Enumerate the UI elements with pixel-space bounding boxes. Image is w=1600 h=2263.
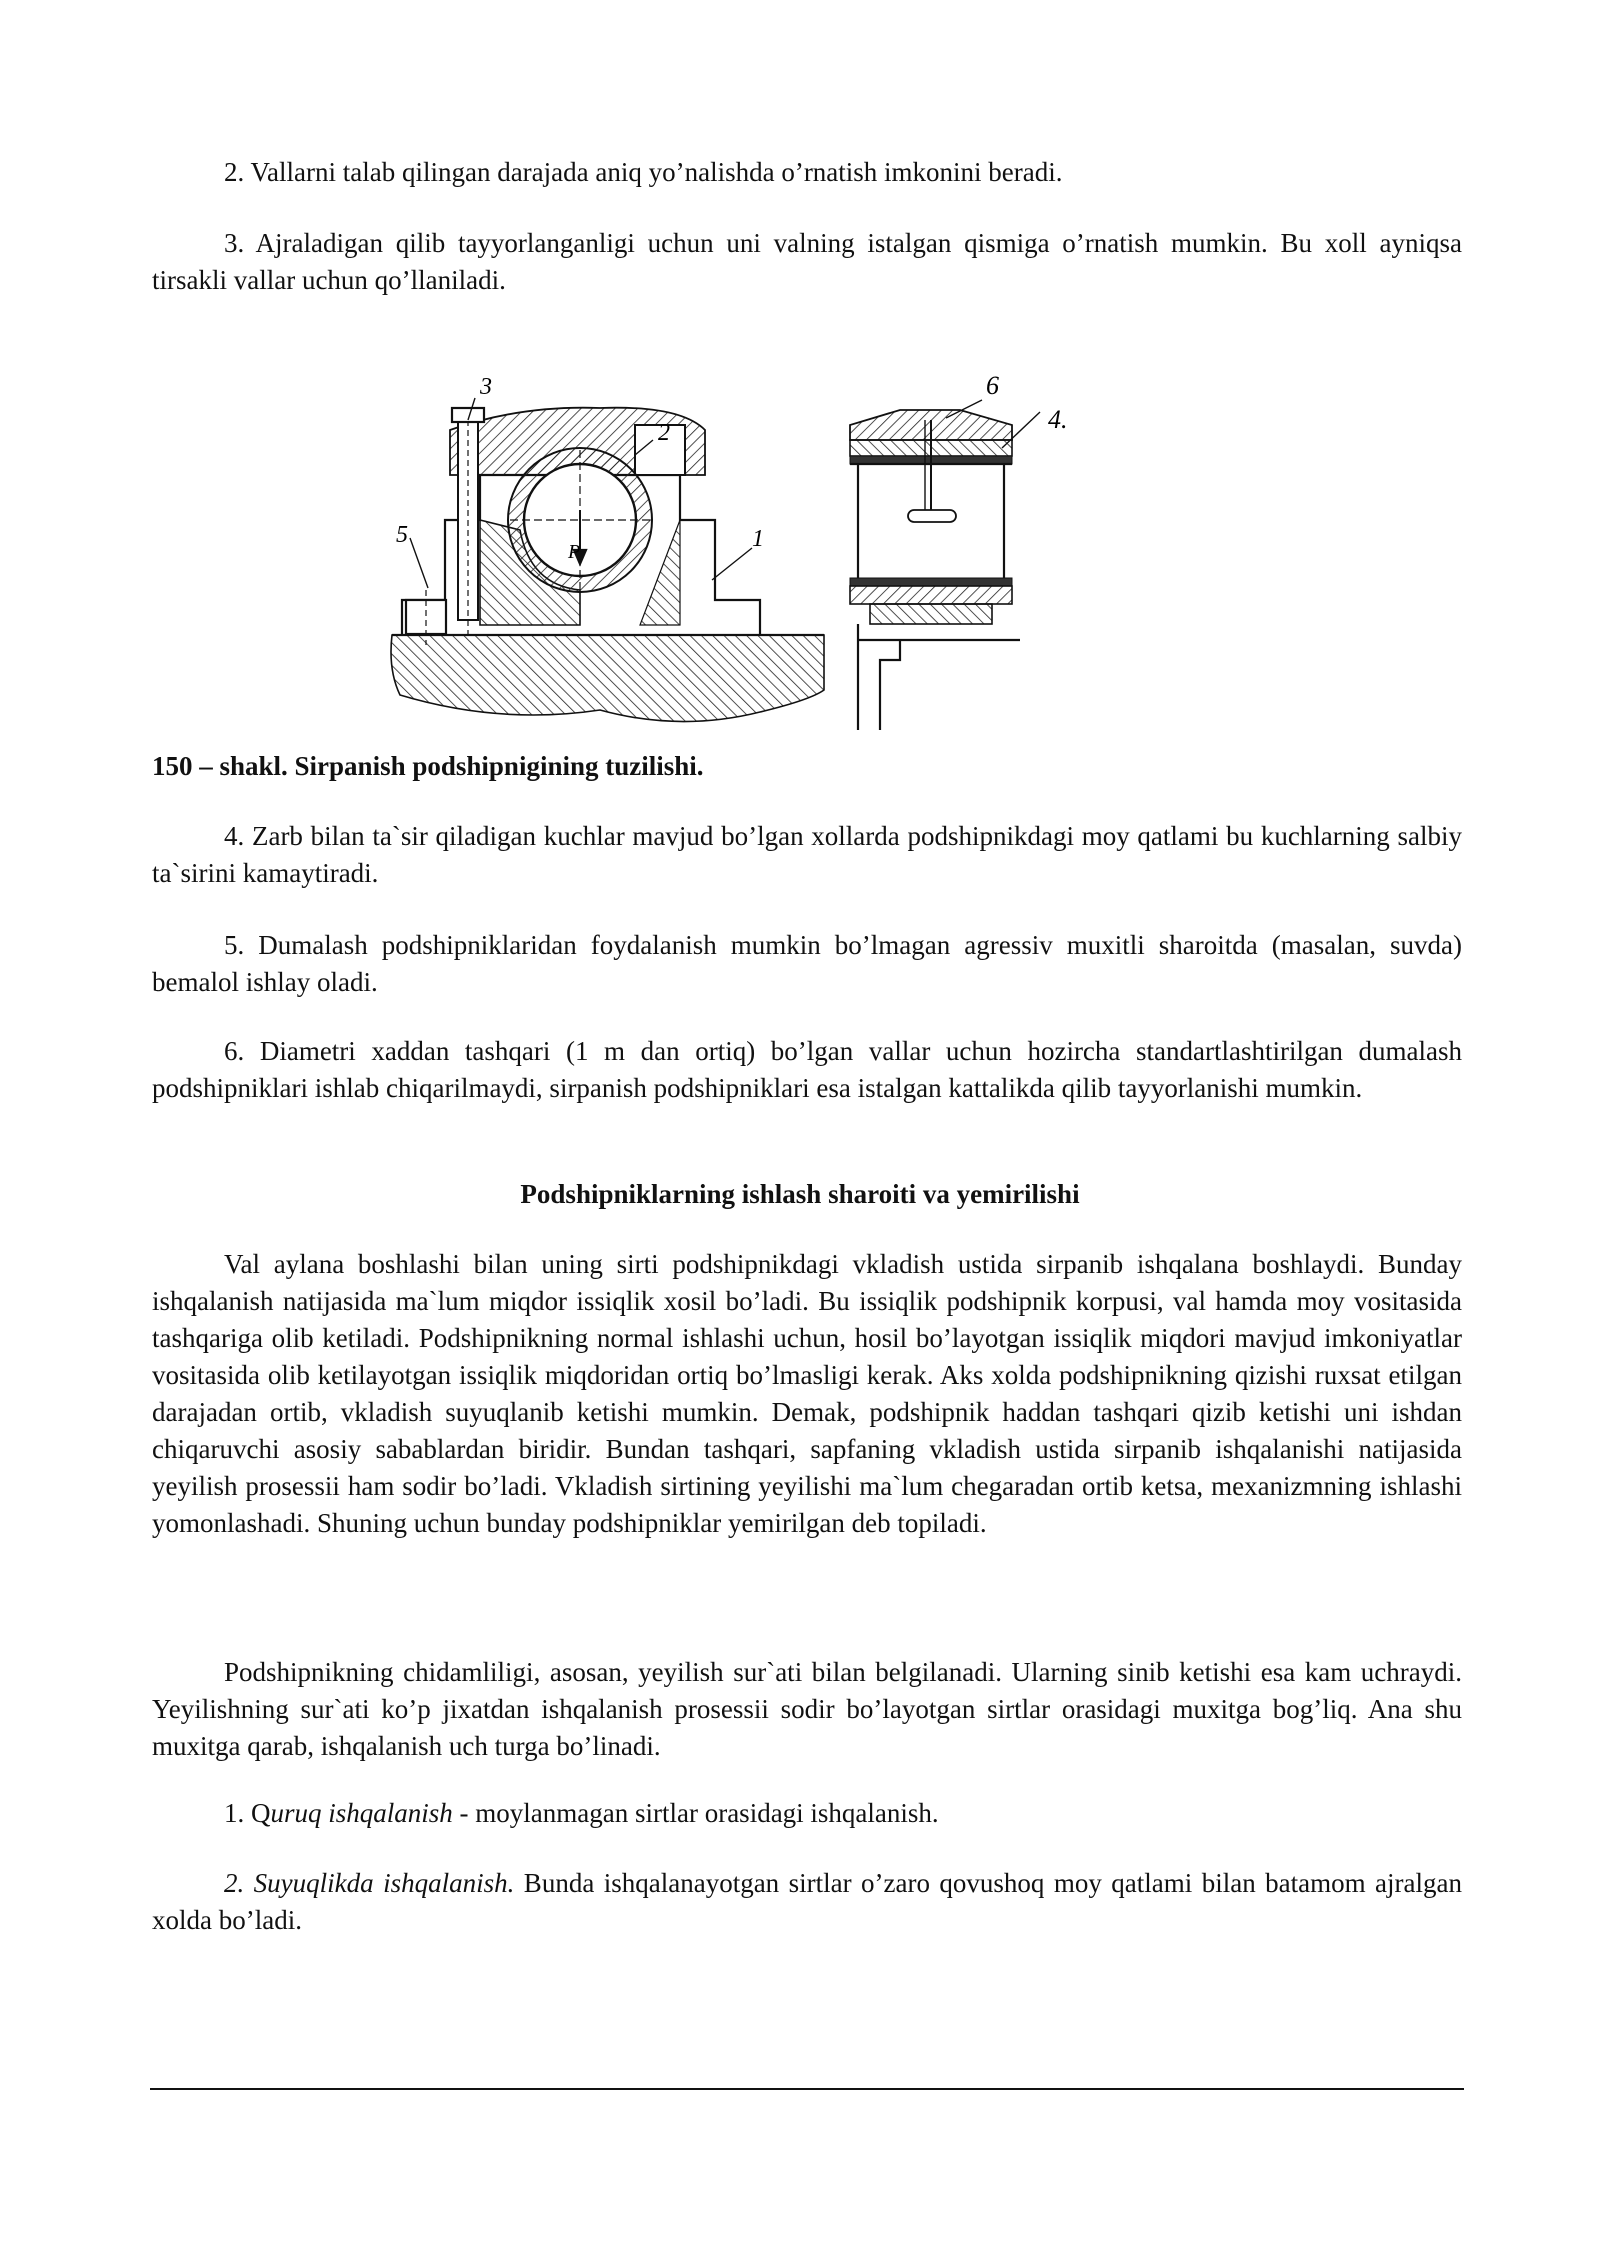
- label-2: 2: [658, 420, 670, 446]
- paragraph-7: Val aylana boshlashi bilan uning sirti podshipnikdagi vkladish ustida sirpanib ishqalana boshlaydi. Bunday ishqalanish natijasida ma`lum miqdor issiqlik xosil bo’ladi. Bu issiqlik podshipnik korpusi, val hamda moy vositasida tashqariga olib ketiladi. Podshipnikning normal ishlashi uchun, hosil bo’layotgan issiqlik miqdori mavjud imkoniyatlar vositasida olib ketilayotgan issiqlik miqdoridan ortiq bo’lmasligi kerak. Aks xolda podshipnikning qizishi ruxsat etilgan darajadan ortib, vkladish suyuqlanib ketishi mumkin. Demak, podshipnik haddan tashqari qizib ketishi uni ishdan chiqaruvchi asosiy sabablardan biridir. Bundan tashqari, sapfaning vkladish ustida sirpanib ishqalanishi natijasida yeyilish prosessii ham sodir bo’ladi. Vkladish sirtining yeyilishi ma`lum chegaradan ortib ketsa, mexanizmning ishlashi yomonlashadi. Shuning uchun bunday podshipniklar yemirilgan deb topiladi.: [152, 1249, 1462, 1538]
- label-p: P: [568, 541, 581, 563]
- paragraph-8: Podshipnikning chidamliligi, asosan, yeyilish sur`ati bilan belgilanadi. Ularning sinib ketishi esa kam uchraydi. Yeyilishning sur`ati ko’p jixatdan ishqalanish prosessii sodir bo’layotgan sirtlar orasidagi muxitga bog’liq. Ana shu muxitga qarab, ishqalanish uch turga bo’linadi.: [152, 1657, 1462, 1761]
- paragraph-9-term: uruq ishqalanish: [270, 1798, 453, 1828]
- bearing-side-view: [850, 400, 1040, 730]
- figure-caption: 150 – shakl. Sirpanish podshipnigining tuzilishi.: [152, 751, 704, 781]
- paragraph-10: [152, 1865, 1462, 1939]
- bearing-section-view: [391, 398, 824, 722]
- paragraph-10-term: 2. Suyuqlikda ishqalanish.: [224, 1868, 515, 1898]
- paragraph-6: 6. Diametri xaddan tashqari (1 m dan ortiq) bo’lgan vallar uchun hozircha standartlashtirilgan dumalash podshipniklari ishlab chiqarilmaydi, sirpanish podshipniklari esa istalgan kattalikda qilib tayyorlanishi mumkin.: [152, 1036, 1462, 1103]
- label-6: 6: [986, 371, 999, 400]
- paragraph-5: 5. Dumalash podshipniklaridan foydalanish mumkin bo’lmagan agressiv muxitli sharoitda (masalan, suvda) bemalol ishlay oladi.: [152, 930, 1462, 997]
- label-5: 5: [396, 522, 408, 548]
- label-3: 3: [480, 374, 492, 400]
- label-4: 4.: [1048, 405, 1068, 434]
- paragraph-9: [152, 1795, 1462, 1832]
- label-1: 1: [752, 526, 764, 552]
- paragraph-2: 2. Vallarni talab qilingan darajada aniq yo’nalishda o’rnatish imkonini beradi.: [224, 157, 1063, 187]
- footer-rule: [150, 2088, 1464, 2090]
- paragraph-4: 4. Zarb bilan ta`sir qiladigan kuchlar mavjud bo’lgan xollarda podshipnikdagi moy qatlami bu kuchlarning salbiy ta`sirini kamaytiradi.: [152, 821, 1462, 888]
- bearing-figure: [380, 360, 1100, 730]
- paragraph-3: 3. Ajraladigan qilib tayyorlanganligi uchun uni valning istalgan qismiga o’rnatish mumkin. Bu xoll ayniqsa tirsakli vallar uchun qo’llaniladi.: [152, 228, 1462, 295]
- paragraph-9-prefix: 1. Q: [224, 1798, 271, 1828]
- paragraph-10-rest: Bunda ishqalanayotgan sirtlar o’zaro qovushoq moy qatlami bilan batamom ajralgan xolda bo’ladi.: [152, 1868, 1462, 1935]
- section-heading: Podshipniklarning ishlash sharoiti va yemirilishi: [520, 1179, 1080, 1209]
- paragraph-9-rest: - moylanmagan sirtlar orasidagi ishqalanish.: [452, 1798, 939, 1828]
